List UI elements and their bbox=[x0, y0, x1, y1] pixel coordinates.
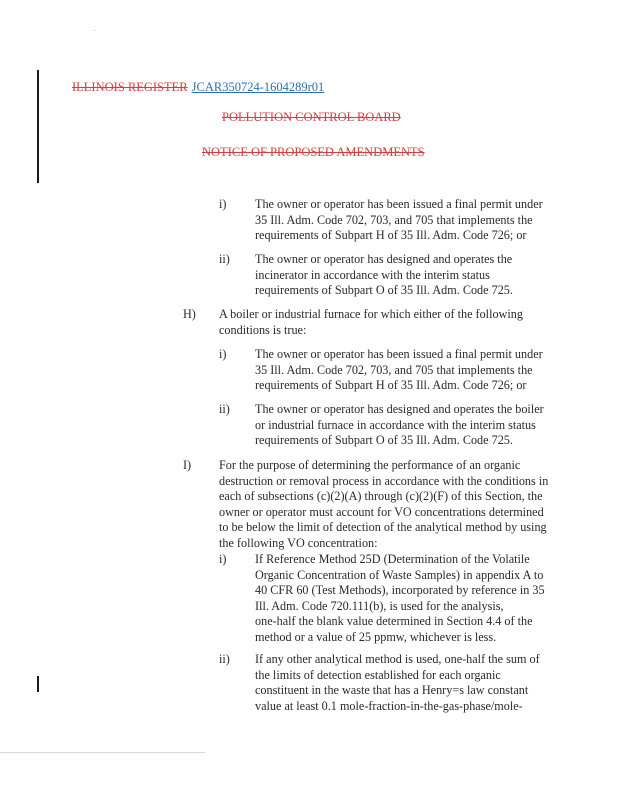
item-line: If Reference Method 25D (Determination of the Volatile bbox=[255, 552, 530, 566]
list-item bbox=[255, 552, 545, 646]
register-struck-text: ILLINOIS REGISTER bbox=[72, 80, 188, 94]
item-line: the following VO concentration: bbox=[219, 535, 378, 550]
item-line: The owner or operator has been issued a final permit under bbox=[255, 347, 543, 361]
item-line: incinerator in accordance with the interim status bbox=[255, 267, 490, 282]
scan-speck bbox=[94, 30, 95, 31]
item-line: The owner or operator has designed and operates the bbox=[255, 252, 513, 266]
item-line: requirements of Subpart H of 35 Ill. Adm. Code 726; or bbox=[255, 228, 527, 243]
item-line: requirements of Subpart H of 35 Ill. Adm. Code 726; or bbox=[255, 378, 527, 393]
item-line: The owner or operator has been issued a final permit under bbox=[255, 197, 543, 211]
item-label: H) bbox=[183, 307, 196, 321]
register-inserted-text: JCAR350724-1604289r01 bbox=[191, 80, 325, 94]
item-line: 35 Ill. Adm. Code 702, 703, and 705 that implements the bbox=[255, 362, 533, 377]
item-label: ii) bbox=[219, 652, 230, 666]
item-line: If any other analytical method is used, one-half the sum of bbox=[255, 652, 540, 666]
scan-edge-line bbox=[0, 752, 205, 753]
item-line: A boiler or industrial furnace for which either of the following bbox=[219, 307, 523, 321]
item-label: I) bbox=[183, 458, 192, 472]
item-label: i) bbox=[219, 197, 227, 211]
list-item bbox=[255, 252, 513, 299]
item-line: Ill. Adm. Code 720.111(b), is used for the analysis, bbox=[255, 598, 504, 613]
item-line: to be below the limit of detection of the analytical method by using bbox=[219, 520, 547, 535]
board-title: POLLUTION CONTROL BOARD bbox=[222, 110, 401, 124]
item-line: one-half the blank value determined in Section 4.4 of the bbox=[255, 614, 533, 629]
item-line: 40 CFR 60 (Test Methods), incorporated by reference in 35 bbox=[255, 583, 545, 598]
item-line: owner or operator must account for VO concentrations determined bbox=[219, 504, 544, 519]
item-line: 35 Ill. Adm. Code 702, 703, and 705 that implements the bbox=[255, 212, 533, 227]
list-item bbox=[255, 347, 543, 394]
list-item bbox=[255, 197, 543, 244]
item-line: requirements of Subpart O of 35 Ill. Adm. Code 725. bbox=[255, 283, 513, 298]
list-item bbox=[255, 402, 544, 449]
item-line: or industrial furnace in accordance with the interim status bbox=[255, 417, 536, 432]
item-label: i) bbox=[219, 347, 227, 361]
list-item bbox=[219, 307, 523, 338]
item-line: conditions is true: bbox=[219, 322, 307, 337]
item-label: i) bbox=[219, 552, 227, 566]
item-line: destruction or removal process in accordance with the conditions in bbox=[219, 473, 549, 488]
item-label: ii) bbox=[219, 402, 230, 416]
item-line: the limits of detection established for each organic bbox=[255, 667, 501, 682]
item-label: ii) bbox=[219, 252, 230, 266]
register-header bbox=[72, 80, 324, 95]
change-bar bbox=[37, 70, 39, 183]
list-item bbox=[219, 458, 548, 552]
list-item bbox=[255, 652, 540, 714]
item-line: Organic Concentration of Waste Samples) in appendix A to bbox=[255, 567, 544, 582]
item-line: The owner or operator has designed and operates the boiler bbox=[255, 402, 544, 416]
item-line: constituent in the waste that has a Henry=s law constant bbox=[255, 683, 529, 698]
item-line: For the purpose of determining the performance of an organic bbox=[219, 458, 521, 472]
notice-title: NOTICE OF PROPOSED AMENDMENTS bbox=[202, 145, 425, 159]
item-line: requirements of Subpart O of 35 Ill. Adm. Code 725. bbox=[255, 433, 513, 448]
item-line: each of subsections (c)(2)(A) through (c)(2)(F) of this Section, the bbox=[219, 489, 543, 504]
item-line: method or a value of 25 ppmw, whichever is less. bbox=[255, 629, 497, 644]
change-bar bbox=[37, 676, 39, 692]
item-line: value at least 0.1 mole-fraction-in-the-gas-phase/mole- bbox=[255, 698, 523, 713]
